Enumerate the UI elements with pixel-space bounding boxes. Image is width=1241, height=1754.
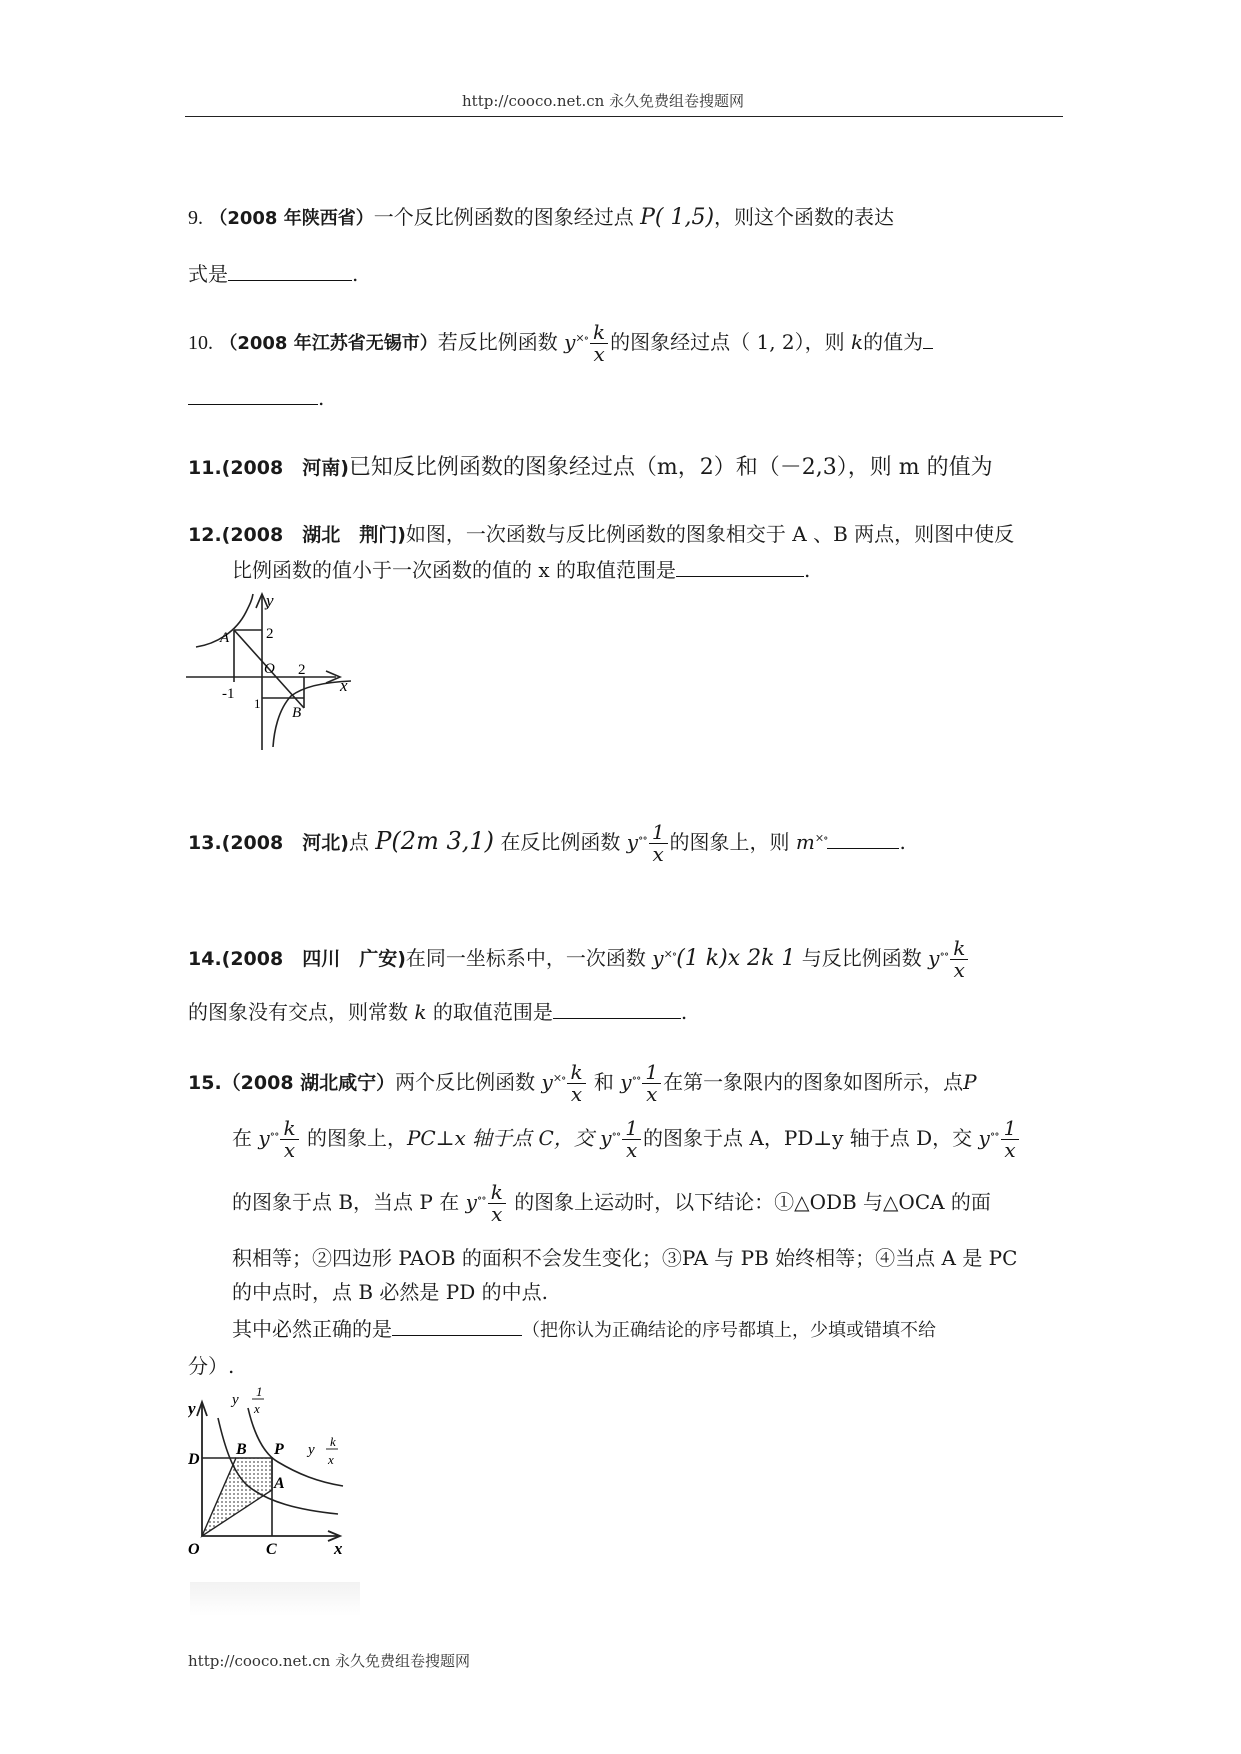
question-15-line7: 分）. bbox=[188, 1354, 235, 1378]
svg-text:B: B bbox=[236, 1441, 247, 1458]
page-footer: http://cooco.net.cn 永久免费组卷搜题网 bbox=[188, 1652, 471, 1670]
graph-tick-y2: 2 bbox=[266, 626, 274, 642]
svg-text:x: x bbox=[334, 1539, 343, 1558]
question-15: 15.（2008 湖北咸宁）两个反比例函数 y×∘ $\frac{k}{x}$ 和 y∘∘ $\frac{1}{x}$ 在第一象限内的图象如图所示，点P bbox=[188, 1060, 977, 1106]
q12-function-graph bbox=[186, 592, 356, 752]
svg-text:C: C bbox=[266, 1541, 277, 1558]
svg-text:A: A bbox=[274, 1475, 285, 1492]
graph-x-label: x bbox=[340, 676, 348, 695]
question-10: 10. （2008 年江苏省无锡市）若反比例函数 y×∘ $\frac{k}{x}$ 的图象经过点（ 1, 2），则 k的值为 bbox=[188, 322, 933, 365]
question-9-line2: 式是 . bbox=[188, 262, 359, 286]
svg-text:P: P bbox=[274, 1441, 284, 1458]
svg-text:O: O bbox=[188, 1541, 200, 1558]
svg-text:y: y bbox=[308, 1442, 315, 1458]
header-rule bbox=[185, 116, 1063, 117]
page-header: http://cooco.net.cn 永久免费组卷搜题网 bbox=[462, 92, 745, 110]
question-14-line2: 的图象没有交点，则常数 k 的取值范围是 . bbox=[188, 1000, 688, 1024]
svg-text:y: y bbox=[188, 1399, 196, 1418]
svg-text:k: k bbox=[330, 1434, 336, 1449]
graph-tick-xm1: -1 bbox=[222, 686, 235, 702]
svg-text:D: D bbox=[188, 1451, 200, 1468]
question-13: 13.(2008 河北)点 P(2m 3,1) 在反比例函数 y∘∘ $\frac{1}{x}$ 的图象上，则 m×∘ . bbox=[188, 820, 906, 866]
question-15-line3: 的图象于点 B，当点 P 在 y∘∘ $\frac{k}{x}$ 的图象上运动时，以下结论：①△ODB 与△OCA 的面 bbox=[232, 1180, 991, 1226]
graph-reflection bbox=[190, 1582, 360, 1616]
answer-blank[interactable] bbox=[188, 386, 318, 405]
question-14: 14.(2008 四川 广安)在同一坐标系中，一次函数 y×∘(1 k)x 2k 1 与反比例函数 y∘∘ $\frac{k}{x}$ bbox=[188, 938, 970, 981]
fraction-k-x: $\frac{k}{x}$ bbox=[590, 322, 608, 365]
question-12-line2: 比例函数的值小于一次函数的值的 x 的取值范围是 . bbox=[232, 558, 811, 582]
svg-text:1: 1 bbox=[256, 1384, 263, 1399]
question-15-line4: 积相等；②四边形 PAOB 的面积不会发生变化；③PA 与 PB 始终相等；④当点 A 是 PC bbox=[232, 1246, 1018, 1270]
question-11: 11.(2008 河南)已知反比例函数的图象经过点（m，2）和（－2,3），则 m 的值为 bbox=[188, 455, 993, 480]
answer-blank[interactable] bbox=[392, 1317, 522, 1336]
question-15-line5: 的中点时，点 B 必然是 PD 的中点. bbox=[232, 1280, 548, 1304]
graph-tick-x2: 2 bbox=[298, 662, 306, 678]
q15-function-graph bbox=[188, 1384, 368, 1574]
question-9: 9. （2008 年陕西省）一个反比例函数的图象经过点 P( 1,5)，则这个函数的表达 bbox=[188, 205, 895, 230]
answer-blank[interactable] bbox=[676, 558, 804, 577]
question-12: 12.(2008 湖北 荆门)如图，一次函数与反比例函数的图象相交于 A 、B 两点，则图中使反 bbox=[188, 522, 1015, 546]
q9-source: （2008 年陕西省） bbox=[209, 208, 374, 229]
graph-label-a: A bbox=[220, 630, 230, 646]
graph-label-b: B bbox=[292, 705, 302, 721]
graph-origin: O bbox=[264, 661, 275, 677]
svg-text:x: x bbox=[328, 1452, 334, 1467]
svg-text:y: y bbox=[232, 1392, 239, 1408]
graph-y-label: y bbox=[266, 592, 274, 610]
answer-blank[interactable] bbox=[228, 262, 352, 281]
question-10-line2: . bbox=[188, 386, 324, 410]
answer-blank[interactable] bbox=[553, 1000, 681, 1019]
question-15-line6: 其中必然正确的是 （把你认为正确结论的序号都填上，少填或错填不给 bbox=[232, 1317, 936, 1341]
svg-text:x: x bbox=[254, 1401, 260, 1416]
answer-blank[interactable] bbox=[827, 830, 899, 849]
question-15-line2: 在 y∘∘ $\frac{k}{x}$ 的图象上，PC⊥x 轴于点 C，交 y∘∘ $\frac{1}{x}$ 的图象于点 A，PD⊥y 轴于点 D，交 y∘∘ $\frac{1}{x}$ bbox=[232, 1118, 1021, 1161]
graph-tick-ym1: 1 bbox=[254, 696, 261, 711]
